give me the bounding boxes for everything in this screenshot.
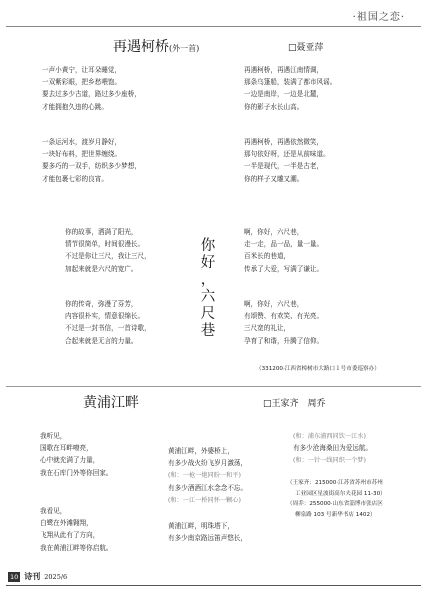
poem1-stanza: [244, 64, 336, 113]
poem-line: 一边是南岸，一边是北麓，: [244, 90, 324, 99]
poem2-stanza: [65, 298, 151, 347]
address-line: （王家齐：215000·江苏省苏州市苏州: [287, 480, 383, 486]
poem-line: 传承了大爱，写满了谦让。: [244, 264, 324, 273]
poem-line: 走一走，品一品，量一量。: [244, 240, 324, 249]
address-line: （周乔：255000·山东省淄博市张店区: [287, 501, 383, 507]
page-footer: [8, 571, 67, 582]
poem-line: 你的影子水长山高。: [244, 102, 304, 111]
poem1-author: □聂亚萍: [288, 43, 324, 53]
poem2-title-char: 尺: [200, 306, 216, 322]
section-tag: ·祖国之恋·: [352, 12, 405, 23]
poem-line: 那句依好呀，还是从前味道。: [244, 150, 330, 159]
address-line: 工业园区星波街高尔夫花园 11-30）: [295, 490, 386, 497]
poem-line: 要多巧的一双手，纺织多少梦想，: [42, 162, 141, 171]
poem-line-chorus: (和：浦东浦西同饮一江水): [293, 433, 366, 440]
poem-line: 才能拥抱久违的心跳。: [42, 102, 108, 111]
poem-line: 一声小黄宁，让耳朵睡觉，: [42, 66, 122, 74]
poem3-stanza: [168, 520, 247, 544]
poem1-stanza: [244, 136, 330, 185]
poem-line: 你的传奇，弥漫了芬芳，: [65, 300, 138, 308]
poem-line: 加起来就是六尺的宽广。: [65, 264, 138, 273]
poem2-title-char: 你: [200, 238, 216, 254]
poem-line-chorus: (和：一针一线同织一个梦): [293, 457, 366, 465]
poem-line: 你的样子又雕又潮。: [244, 174, 304, 183]
poem-line: 情节很简单，时间很漫长。: [65, 240, 145, 249]
poem-line: 我听见，: [40, 432, 67, 440]
issue-number: 2025/6: [44, 572, 68, 581]
poem-line: 有多少南京路远笛声悠长，: [168, 534, 248, 543]
poem-line: 内容很朴实，情意很绵长。: [65, 312, 145, 321]
poem-line: 你的故事，洒满了阳光，: [65, 228, 138, 236]
poem2-title-char: ，: [200, 272, 216, 288]
poem-line: 飞翔从此有了方向，: [40, 531, 100, 540]
poem-line: 有多少战火纷飞岁月激荡，: [168, 459, 248, 468]
poem-line-chorus: (和：一江一桥同怀一颗心): [168, 496, 241, 504]
poem2-title: [199, 238, 217, 340]
top-divider: [6, 26, 421, 27]
poem-line: 一块好布料，把世界缠绕。: [42, 150, 122, 159]
poem-line: 一半是现代，一半是古老，: [244, 162, 324, 171]
poem3-stanza: [40, 430, 113, 479]
poem-line: 有多少酒酒江水念念不忘。: [168, 483, 248, 492]
page-number: 10: [10, 572, 19, 581]
poem1-stanza: [42, 64, 141, 113]
poem1-title: [113, 36, 199, 56]
bottom-divider: [6, 585, 421, 586]
poem-line: 一条运河水，渡岁月静好，: [42, 138, 122, 146]
poem-line-chorus: (和：一枪一炮同盼一和平): [168, 472, 241, 480]
poem2-stanza: [65, 226, 151, 275]
poem3-title: 黄浦江畔: [83, 395, 139, 411]
poem-line: 合起来就是无言的力量。: [65, 336, 138, 345]
poem2-address: （331200·江西省樟树市大路口１号市委巡察办）: [256, 366, 380, 372]
poem-line: 再遇柯桥，再遇江南情调，: [244, 66, 324, 74]
poem-line: 三尺宽的礼让，: [244, 324, 291, 333]
poem3-stanza: [293, 430, 372, 467]
poem-line: 百米长的巷道，: [244, 252, 291, 261]
poem-line: 黄浦江畔，外婆桥上，: [168, 447, 234, 455]
poem3-stanza: [168, 445, 247, 506]
middle-divider: [6, 386, 421, 387]
poem-line: 有多少沧海桑田为爱远航。: [293, 444, 373, 453]
poem-line: 那条乌篷船，装满了都市风谣。: [244, 78, 337, 87]
poem3-stanza: [40, 505, 113, 554]
poem3-address: [287, 478, 386, 520]
poem-line: 心中就充满了力量，: [40, 456, 100, 465]
poem2-stanza: [244, 226, 323, 275]
poem-line: 我看见，: [40, 507, 67, 515]
poem-line: 啊，你好，六尺巷，: [244, 228, 304, 236]
poem-line: 再遇柯桥，再遇依然微笑，: [244, 138, 324, 146]
poem-line: 黄浦江畔，明珠塔下，: [168, 522, 234, 530]
address-line: 柳泉路 103 号新华书店 1402）: [295, 511, 376, 518]
poem-line: 我在石库门外等你回家。: [40, 468, 113, 477]
poem2-title-char: 巷: [200, 323, 216, 339]
poem-line: 孕育了和谐，升腾了信仰。: [244, 336, 324, 345]
poem-line: 啊，你好，六尺巷，: [244, 300, 304, 308]
poem1-stanza: [42, 136, 141, 185]
poem-line: 才能包裹七彩的良宵。: [42, 174, 108, 183]
poem3-author: □王家齐 周乔: [263, 399, 326, 409]
poem-line: 要去过多少古道，路过多少座桥，: [42, 90, 141, 99]
poem-line: 不过是你让三尺，我让三尺，: [65, 252, 151, 261]
poem2-title-char: 六: [200, 289, 216, 305]
poem2-title-char: 好: [200, 255, 216, 271]
poem2-stanza: [244, 298, 323, 347]
poem1-title-text: 再遇柯桥: [113, 39, 169, 55]
poem-line: 一双紫彩眼，把乡愁喂饱。: [42, 78, 122, 87]
poem-line: 不过是一封书信，一首诗歌，: [65, 324, 151, 333]
poem-line: 国歌在耳畔嘹亮，: [40, 444, 93, 453]
magazine-name: 诗刊: [24, 571, 41, 581]
poem-line: 白鹭在外滩翱翔，: [40, 519, 93, 528]
poem-line: 有颂赞、有欢笑、有光亮。: [244, 312, 324, 321]
poem-line: 我在黄浦江畔等你启航。: [40, 543, 113, 552]
poem1-subtitle: (外一首): [169, 44, 200, 53]
